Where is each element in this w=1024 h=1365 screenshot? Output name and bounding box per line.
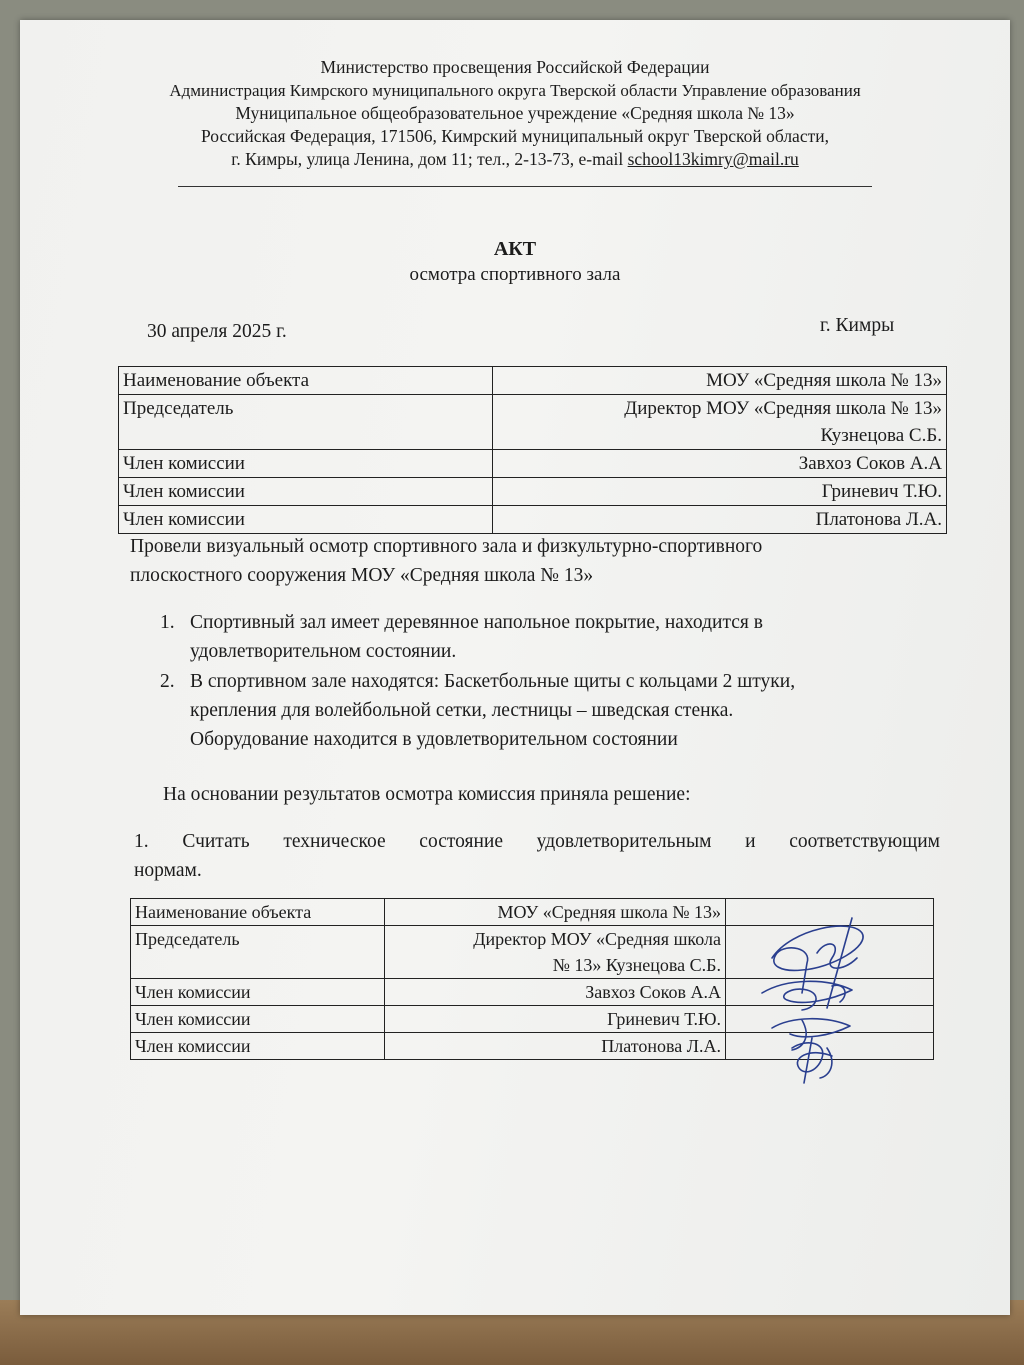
signature-cell [726, 926, 934, 979]
row-label: Член комиссии [119, 450, 493, 478]
document-page [20, 20, 1010, 1315]
intro-line-1: Провели визуальный осмотр спортивного зала и физкультурно-спортивного [130, 536, 763, 557]
signature-cell [726, 979, 934, 1006]
decision-line-1: 1. Считать техническое состояние удовлетворительным и соответствующим [134, 831, 940, 852]
list-item [160, 608, 930, 666]
item-line-1: Спортивный зал имеет деревянное напольное покрытие, находится в [190, 612, 763, 633]
signature-cell [726, 1006, 934, 1033]
email-link[interactable]: school13kimry@mail.ru [627, 149, 799, 169]
row-label: Член комиссии [119, 506, 493, 534]
row-label: Председатель [131, 926, 385, 979]
row-label: Член комиссии [131, 979, 385, 1006]
row-value: Гриневич Т.Ю. [385, 1006, 726, 1033]
table-row [119, 506, 947, 534]
list-number: 1. [160, 612, 175, 633]
decision-paragraph [134, 827, 940, 885]
row-value [493, 395, 947, 450]
decision-line-2: нормам. [134, 860, 202, 881]
item-line-1: В спортивном зале находятся: Баскетбольные щиты с кольцами 2 штуки, [190, 671, 796, 692]
act-title: АКТ [493, 238, 537, 260]
row-value: Платонова Л.А. [385, 1033, 726, 1060]
decision-intro: На основании результатов осмотра комиссия приняла решение: [163, 784, 691, 805]
row-value: МОУ «Средняя школа № 13» [385, 899, 726, 926]
intro-line-2: плоскостного сооружения МОУ «Средняя школа № 13» [130, 565, 594, 586]
administration-line: Администрация Кимрского муниципального округа Тверской области Управление образования [169, 81, 861, 100]
row-value: Завхоз Соков А.А [493, 450, 947, 478]
row-label: Член комиссии [131, 1006, 385, 1033]
table-row [131, 979, 934, 1006]
table-row [119, 367, 947, 395]
act-subtitle: осмотра спортивного зала [409, 264, 621, 285]
row-label: Член комиссии [131, 1033, 385, 1060]
row-label: Член комиссии [119, 478, 493, 506]
row-value-line-2: Кузнецова С.Б. [820, 425, 942, 446]
row-value-line-1: Директор МОУ «Средняя школа № 13» [624, 398, 942, 419]
item-line-2: крепления для волейбольной сетки, лестницы – шведская стенка. [190, 700, 734, 721]
row-value: Гриневич Т.Ю. [493, 478, 947, 506]
row-label: Председатель [119, 395, 493, 450]
act-date: 30 апреля 2025 г. [147, 321, 287, 342]
row-value: МОУ «Средняя школа № 13» [493, 367, 947, 395]
school-name: Муниципальное общеобразовательное учреждение «Средняя школа № 13» [235, 103, 795, 123]
row-value [385, 926, 726, 979]
intro-paragraph [130, 532, 762, 590]
row-value-line-1: Директор МОУ «Средняя школа [473, 929, 721, 949]
item-line-2: удовлетворительном состоянии. [190, 641, 457, 662]
table-row [119, 395, 947, 450]
commission-table [118, 366, 947, 534]
findings-list [160, 608, 930, 755]
address-line-2 [20, 148, 1010, 171]
row-value-line-2: № 13» Кузнецова С.Б. [552, 955, 721, 975]
list-number: 2. [160, 671, 175, 692]
table-row [119, 478, 947, 506]
table-row [119, 450, 947, 478]
signature-table [130, 898, 934, 1060]
table-row [131, 1033, 934, 1060]
table-row [131, 1006, 934, 1033]
row-label: Наименование объекта [119, 367, 493, 395]
ministry-line: Министерство просвещения Российской Федерации [320, 57, 710, 77]
signature-cell [726, 899, 934, 926]
address-text: г. Кимры, улица Ленина, дом 11; тел., 2-13-73, e-mail [231, 149, 628, 169]
address-line-1: Российская Федерация, 171506, Кимрский муниципальный округ Тверской области, [201, 126, 829, 146]
table-row [131, 899, 934, 926]
signature-cell [726, 1033, 934, 1060]
list-item [160, 667, 930, 754]
act-city: г. Кимры [820, 315, 895, 336]
row-value: Платонова Л.А. [493, 506, 947, 534]
row-label: Наименование объекта [131, 899, 385, 926]
row-value: Завхоз Соков А.А [385, 979, 726, 1006]
table-row [131, 926, 934, 979]
item-line-3: Оборудование находится в удовлетворительном состоянии [190, 729, 678, 750]
header-divider [178, 186, 872, 187]
